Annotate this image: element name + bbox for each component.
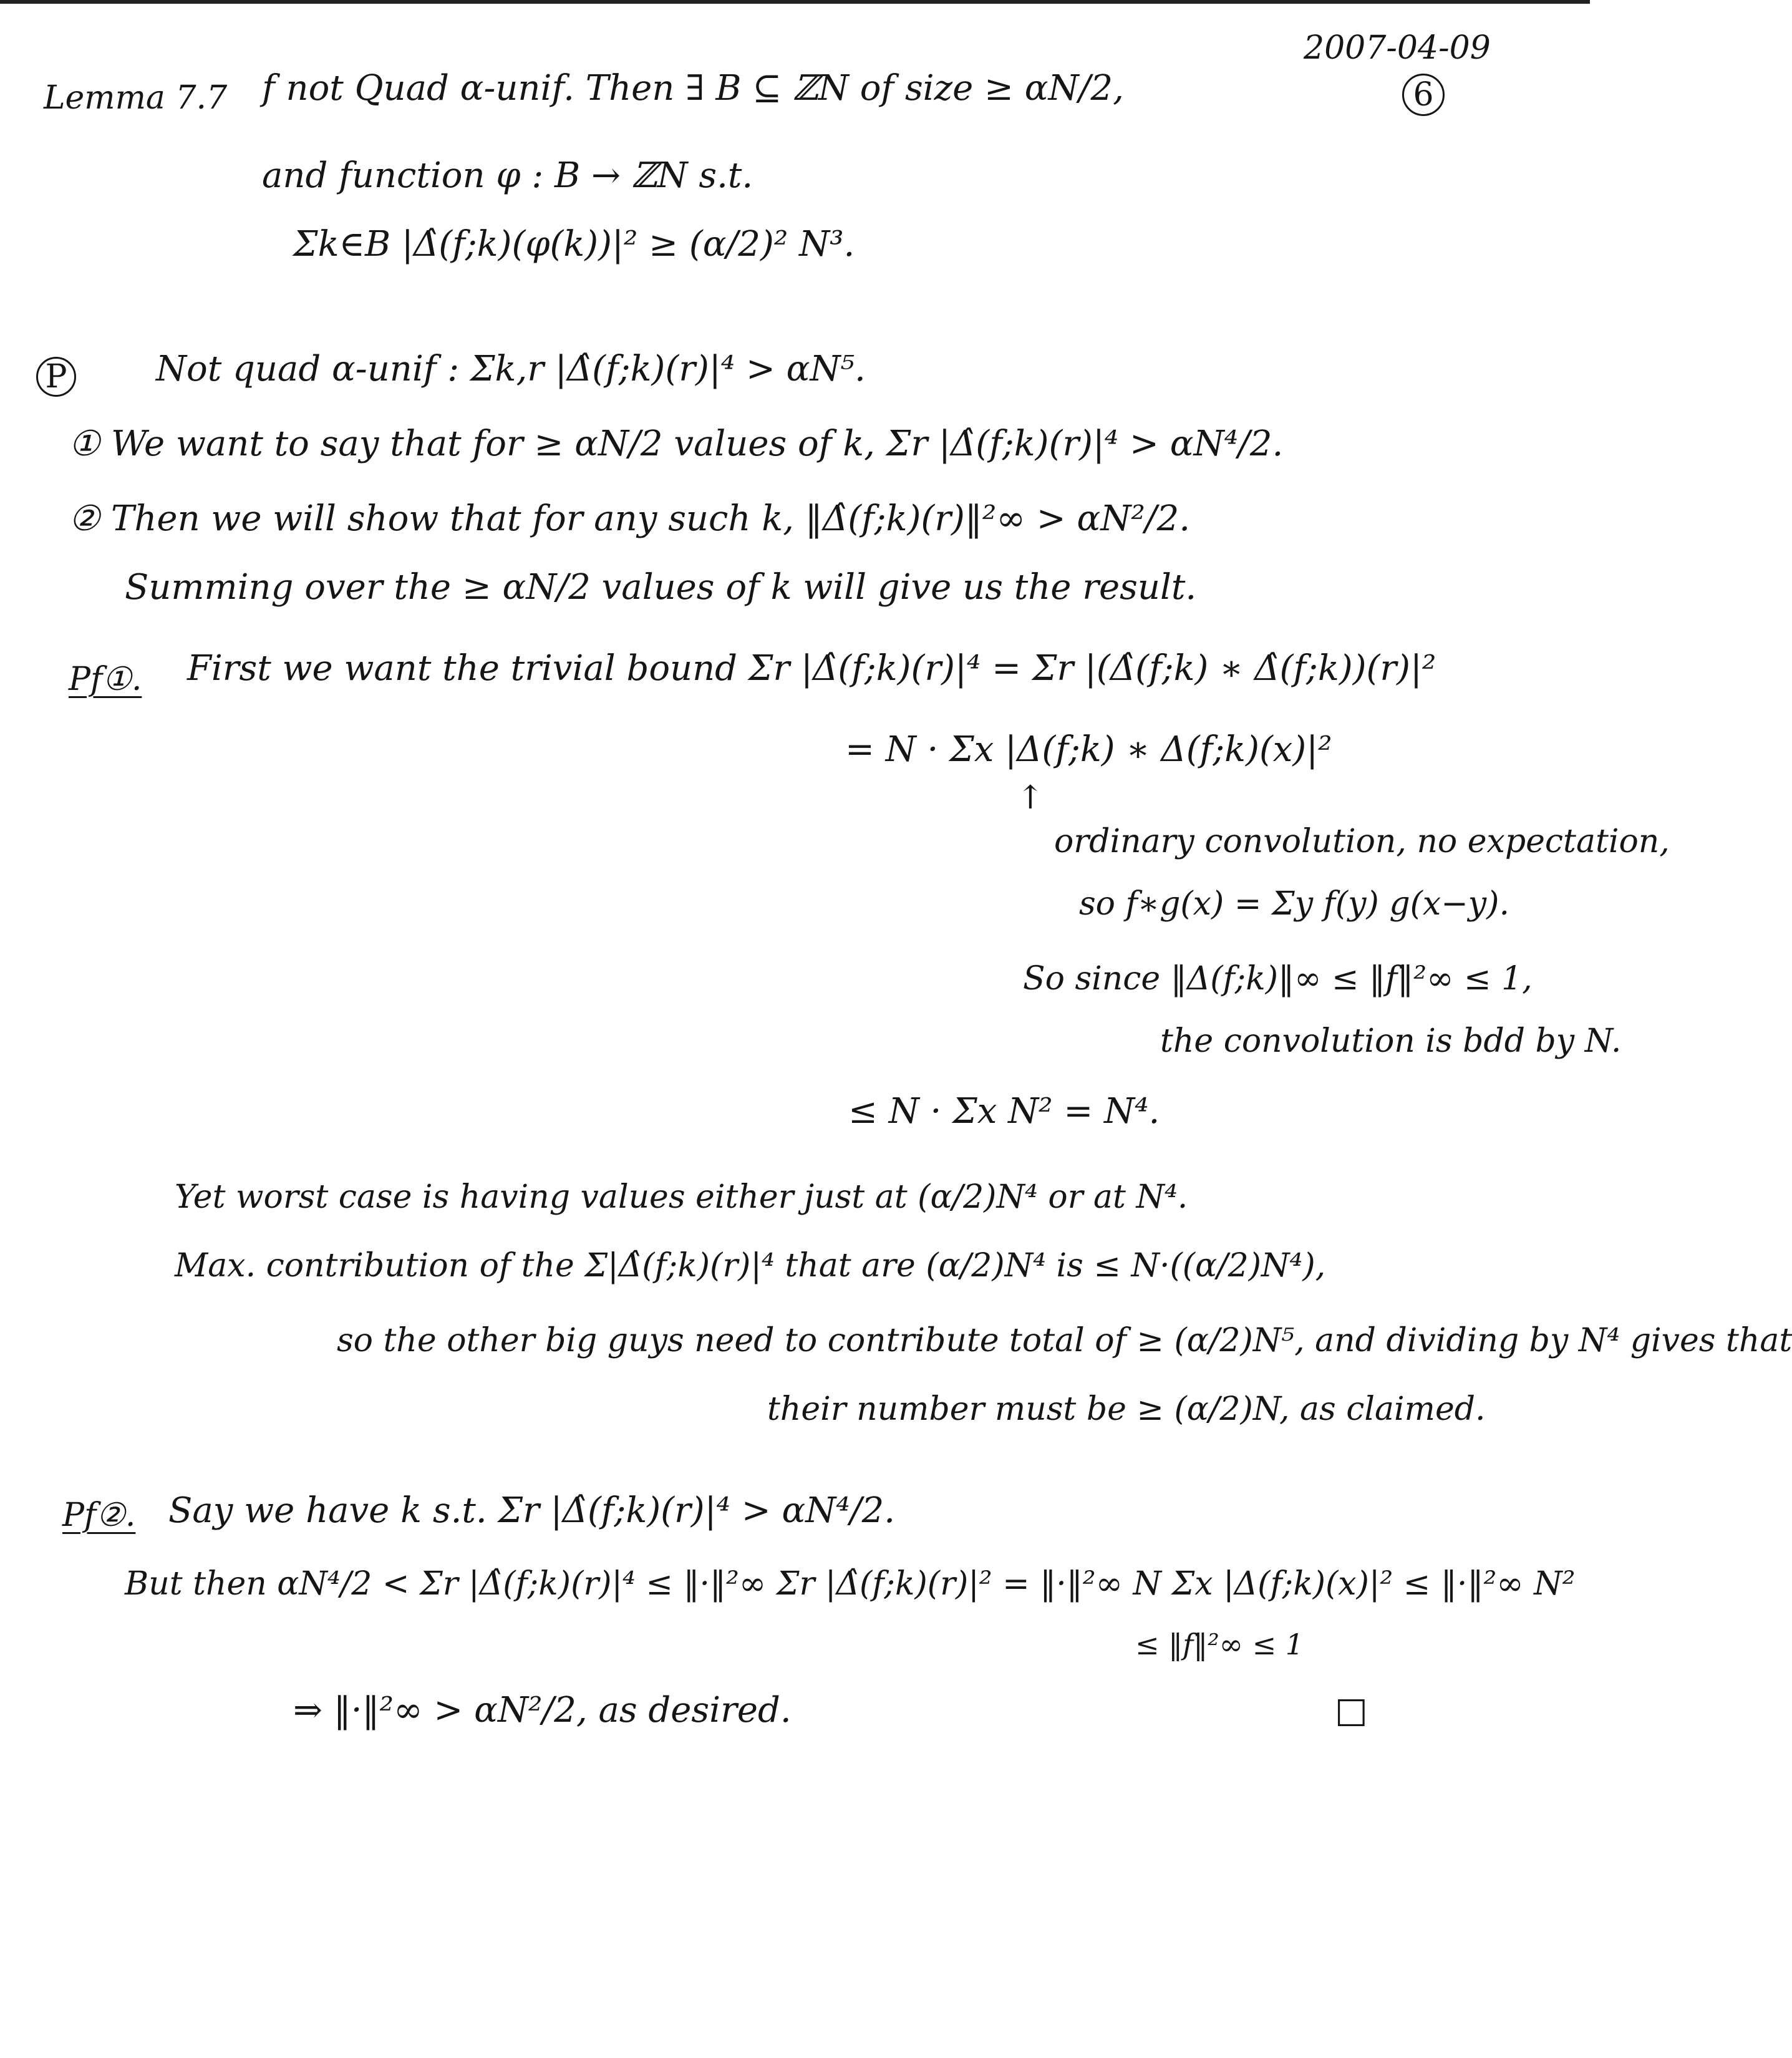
pf1-arrow: ↑ — [1017, 779, 1044, 817]
lemma-line-1: f not Quad α-unif. Then ∃ B ⊆ ℤN of size ≥ αN/2, — [262, 68, 1124, 109]
pf1-line-6: so the other big guys need to contribute total of ≥ (α/2)N⁵, and dividing by N⁴ gives that — [337, 1322, 1792, 1359]
proof-step-3: Summing over the ≥ αN/2 values of k will give us the result. — [125, 567, 1197, 608]
date: 2007-04-09 — [1304, 29, 1491, 67]
lemma-line-2: and function φ : B → ℤN s.t. — [262, 155, 753, 196]
pf2-line-2: But then αN⁴/2 < Σr |Δ̂(f;k)(r)|⁴ ≤ ‖·‖²∞ Σr |Δ̂(f;k)(r)|² = ‖·‖²∞ N Σx |Δ(f;k)(x)|² ≤ ‖·‖²∞ N² — [125, 1565, 1576, 1603]
pf1-label: Pf①. — [69, 661, 142, 698]
proof-marker — [36, 357, 76, 397]
proof-step-2: ② Then we will show that for any such k, ‖Δ̂(f;k)(r)‖²∞ > αN²/2. — [69, 498, 1191, 539]
proof-step-1: ① We want to say that for ≥ αN/2 values of k, Σr |Δ̂(f;k)(r)|⁴ > αN⁴/2. — [69, 424, 1284, 464]
pf1-line-1: First we want the trivial bound Σr |Δ̂(f;k)(r)|⁴ = Σr |(Δ̂(f;k) ∗ Δ̂(f;k))(r)|² — [187, 648, 1436, 689]
page-number — [1402, 74, 1445, 116]
page-number-text: 6 — [1413, 76, 1434, 114]
scan-edge — [0, 0, 1590, 4]
pf1-line-7: their number must be ≥ (α/2)N, as claimed. — [767, 1391, 1486, 1428]
proof-line-1: Not quad α-unif : Σk,r |Δ̂(f;k)(r)|⁴ > αN⁵. — [156, 349, 866, 389]
proof-marker-text: P — [45, 358, 67, 396]
pf1-line-4: Yet worst case is having values either just at (α/2)N⁴ or at N⁴. — [175, 1178, 1188, 1216]
pf2-line-1: Say we have k s.t. Σr |Δ̂(f;k)(r)|⁴ > αN⁴/2. — [168, 1490, 896, 1531]
qed-box: □ — [1335, 1690, 1368, 1730]
pf1-line-3: ≤ N · Σx N² = N⁴. — [848, 1091, 1160, 1132]
pf2-line-3: ⇒ ‖·‖²∞ > αN²/2, as desired. — [293, 1690, 792, 1730]
pf1-note-3: So since ‖Δ(f;k)‖∞ ≤ ‖f‖²∞ ≤ 1, — [1023, 960, 1533, 997]
lemma-line-3: Σk∈B |Δ̂(f;k)(φ(k))|² ≥ (α/2)² N³. — [293, 224, 855, 265]
pf1-note-1: ordinary convolution, no expectation, — [1054, 823, 1670, 860]
pf1-line-2: = N · Σx |Δ(f;k) ∗ Δ(f;k)(x)|² — [845, 729, 1332, 770]
pf2-label: Pf②. — [62, 1497, 136, 1534]
pf1-line-5: Max. contribution of the Σ|Δ̂(f;k)(r)|⁴ that are (α/2)N⁴ is ≤ N·((α/2)N⁴), — [175, 1247, 1326, 1284]
pf1-note-2: so f∗g(x) = Σy f(y) g(x−y). — [1079, 885, 1509, 923]
lemma-label: Lemma 7.7 — [44, 79, 228, 117]
pf1-note-4: the convolution is bdd by N. — [1160, 1022, 1622, 1060]
pf2-underbrace: ≤ ‖f‖²∞ ≤ 1 — [1135, 1628, 1304, 1661]
